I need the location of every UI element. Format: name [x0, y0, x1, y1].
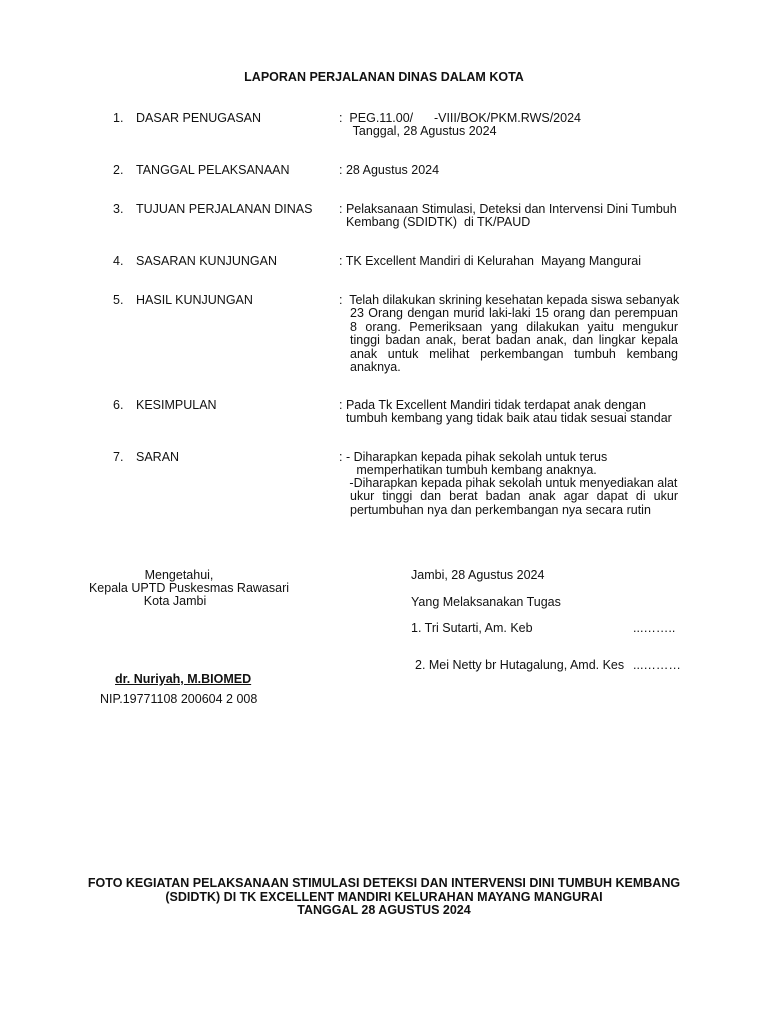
item-3-value-line-2: Kembang (SDIDTK) di TK/PAUD: [339, 215, 531, 229]
photo-caption-line-2: (SDIDTK) DI TK EXCELLENT MANDIRI KELURAHAN MAYANG MANGURAI: [165, 889, 603, 904]
item-5-number: 5.: [113, 293, 124, 307]
photo-caption-line-1: FOTO KEGIATAN PELAKSANAAN STIMULASI DETEKSI DAN INTERVENSI DINI TUMBUH KEMBANG: [87, 876, 681, 890]
left-sign-acknowledged: Mengetahui,: [144, 568, 214, 582]
item-4-label: SASARAN KUNJUNGAN: [136, 254, 277, 268]
right-sign-person-1: 1. Tri Sutarti, Am. Keb: [411, 621, 533, 635]
item-3-value-line-1: : Pelaksanaan Stimulasi, Deteksi dan Intervensi Dini Tumbuh: [339, 202, 677, 216]
right-sign-dots-1: ...……..: [633, 621, 676, 635]
item-7-value-paragraph: ukur tinggi dan berat badan anak agar dapat di ukur pertumbuhan nya dan perkembangan nya secara rutin: [350, 489, 678, 517]
photo-caption-line-3: TANGGAL 28 AGUSTUS 2024: [297, 903, 471, 917]
left-sign-city: Kota Jambi: [143, 594, 207, 608]
item-7-label: SARAN: [136, 450, 180, 464]
item-2-label: TANGGAL PELAKSANAAN: [136, 163, 290, 177]
item-6-value-line-2: tumbuh kembang yang tidak baik atau tidak sesuai standar: [339, 411, 672, 425]
left-sign-nip: NIP.19771108 200604 2 008: [100, 692, 258, 706]
item-3-label: TUJUAN PERJALANAN DINAS: [136, 202, 313, 216]
item-4-value-line-1: : TK Excellent Mandiri di Kelurahan Mayang Mangurai: [339, 254, 642, 268]
item-1-value-line-2: Tanggal, 28 Agustus 2024: [339, 124, 497, 138]
document-title: LAPORAN PERJALANAN DINAS DALAM KOTA: [244, 70, 524, 84]
item-6-number: 6.: [113, 398, 124, 412]
right-sign-dots-2: ...………: [633, 658, 681, 672]
right-sign-person-2: 2. Mei Netty br Hutagalung, Amd. Kes: [415, 658, 625, 672]
photo-caption: [60, 877, 708, 918]
item-6-label: KESIMPULAN: [136, 398, 217, 412]
right-sign-place-date: Jambi, 28 Agustus 2024: [411, 568, 545, 582]
item-1-value-line-1: : PEG.11.00/ -VIII/BOK/PKM.RWS/2024: [339, 111, 581, 125]
left-sign-name: dr. Nuriyah, M.BIOMED: [115, 672, 252, 686]
item-1-number: 1.: [113, 111, 124, 125]
left-sign-position: Kepala UPTD Puskesmas Rawasari: [88, 581, 290, 595]
item-7-value-line-1: : - Diharapkan kepada pihak sekolah untuk terus: [339, 450, 608, 464]
item-2-value-line-1: : 28 Agustus 2024: [339, 163, 440, 177]
item-3-number: 3.: [113, 202, 124, 216]
item-6-value-line-1: : Pada Tk Excellent Mandiri tidak terdapat anak dengan: [339, 398, 646, 412]
item-4-number: 4.: [113, 254, 124, 268]
item-1-label: DASAR PENUGASAN: [136, 111, 262, 125]
item-2-number: 2.: [113, 163, 124, 177]
item-7-value-line-3: -Diharapkan kepada pihak sekolah untuk menyediakan alat: [339, 476, 678, 490]
right-sign-role: Yang Melaksanakan Tugas: [411, 595, 561, 609]
item-7-value-line-2: memperhatikan tumbuh kembang anaknya.: [339, 463, 597, 477]
item-7-number: 7.: [113, 450, 124, 464]
item-5-label: HASIL KUNJUNGAN: [136, 293, 253, 307]
item-5-value-first-line: : Telah dilakukan skrining kesehatan kepada siswa sebanyak: [339, 293, 680, 307]
item-5-value-paragraph: 23 Orang dengan murid laki-laki 15 orang dan perempuan 8 orang. Pemeriksaan yang dilakukan yaitu mengukur tinggi badan anak, berat badan anak, dan lingkar kepala anak untuk melihat perkembangan tumbuh kembang anaknya.: [350, 306, 678, 374]
